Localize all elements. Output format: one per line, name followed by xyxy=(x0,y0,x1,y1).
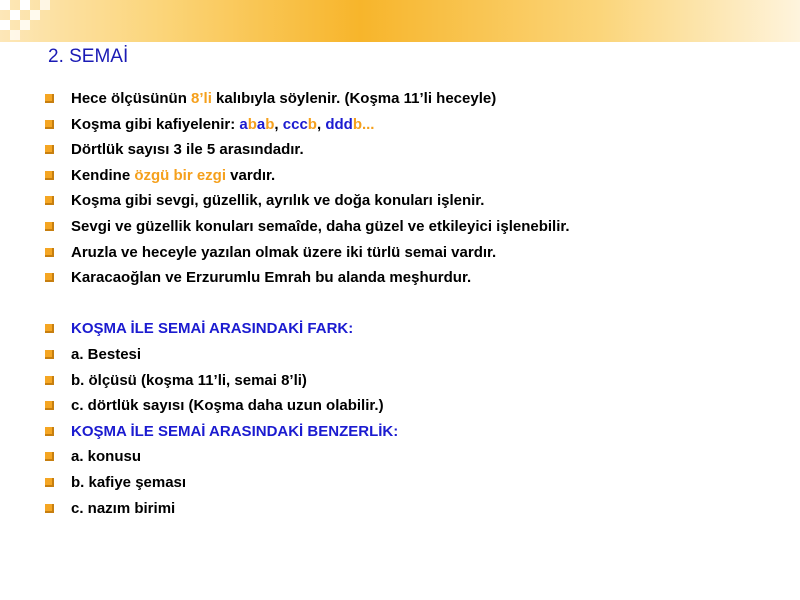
list-item xyxy=(44,163,784,189)
list-item xyxy=(44,240,784,266)
square-bullet-icon xyxy=(45,504,54,513)
square-bullet-icon xyxy=(45,120,54,129)
checker-decoration xyxy=(0,0,70,42)
header-gradient-bar xyxy=(0,0,800,42)
item-text: özgü bir ezgi xyxy=(134,166,227,184)
item-text: Hece ölçüsünün xyxy=(71,90,192,107)
item-text: a xyxy=(239,115,248,133)
list-item xyxy=(44,342,784,368)
list-item xyxy=(44,496,784,522)
square-bullet-icon xyxy=(45,350,54,359)
item-text: b. kafiye şeması xyxy=(71,473,187,491)
list-item xyxy=(44,86,784,112)
item-text: , xyxy=(274,115,283,133)
list-item xyxy=(44,137,784,163)
item-text: b... xyxy=(352,115,375,133)
list-item xyxy=(44,368,784,394)
item-text: c. dörtlük sayısı (Koşma daha uzun olabilir.) xyxy=(71,397,384,415)
item-text: b xyxy=(307,115,317,133)
square-bullet-icon xyxy=(45,248,54,257)
list-item xyxy=(44,419,784,445)
list-spacer xyxy=(44,291,784,317)
item-text: Dörtlük sayısı 3 ile 5 arasındadır. xyxy=(71,141,304,159)
square-bullet-icon xyxy=(45,171,54,180)
item-text: b. ölçüsü (koşma 11’li, semai 8’li) xyxy=(71,371,307,389)
item-text: ccc xyxy=(282,115,308,133)
item-text: Sevgi ve güzellik konuları semaîde, daha güzel ve etkileyici işlenebilir. xyxy=(71,217,570,235)
item-text: b xyxy=(247,115,257,133)
square-bullet-icon xyxy=(45,324,54,333)
item-text: a. Bestesi xyxy=(71,345,142,363)
square-bullet-icon xyxy=(45,273,54,282)
square-bullet-icon xyxy=(45,94,54,103)
bullet-list xyxy=(44,86,784,521)
item-text: a xyxy=(256,115,266,133)
item-text: Aruzla ve heceyle yazılan olmak üzere iki türlü semai vardır. xyxy=(71,243,497,261)
item-text: Koşma gibi sevgi, güzellik, ayrılık ve doğa konuları işlenir. xyxy=(71,192,485,210)
list-item xyxy=(44,393,784,419)
list-item xyxy=(44,470,784,496)
item-text: 8’li xyxy=(191,90,212,107)
item-text: c. nazım birimi xyxy=(71,499,176,517)
item-text: KOŞMA İLE SEMAİ ARASINDAKİ FARK: xyxy=(71,320,354,338)
square-bullet-icon xyxy=(45,145,54,154)
item-text: vardır. xyxy=(226,166,276,184)
list-item xyxy=(44,112,784,138)
square-bullet-icon xyxy=(45,452,54,461)
square-bullet-icon xyxy=(45,196,54,205)
item-text: , xyxy=(316,115,326,133)
item-text: Kendine xyxy=(71,166,135,184)
item-text: kalıbıyla söylenir. (Koşma 11’li heceyle) xyxy=(211,90,497,107)
square-bullet-icon xyxy=(45,222,54,231)
slide-title: 2. SEMAİ xyxy=(48,46,129,67)
list-item xyxy=(44,214,784,240)
item-text: Karacaoğlan ve Erzurumlu Emrah bu alanda meşhurdur. xyxy=(71,269,472,287)
list-item xyxy=(44,188,784,214)
item-text: Koşma gibi kafiyelenir: xyxy=(71,115,240,133)
list-item xyxy=(44,265,784,291)
list-item xyxy=(44,444,784,470)
square-bullet-icon xyxy=(45,376,54,385)
square-bullet-icon xyxy=(45,427,54,436)
square-bullet-icon xyxy=(45,401,54,410)
list-item xyxy=(44,316,784,342)
item-text: KOŞMA İLE SEMAİ ARASINDAKİ BENZERLİK: xyxy=(71,422,399,440)
item-text: ddd xyxy=(325,115,353,133)
square-bullet-icon xyxy=(45,478,54,487)
item-text: b xyxy=(265,115,275,133)
item-text: a. konusu xyxy=(71,448,142,466)
